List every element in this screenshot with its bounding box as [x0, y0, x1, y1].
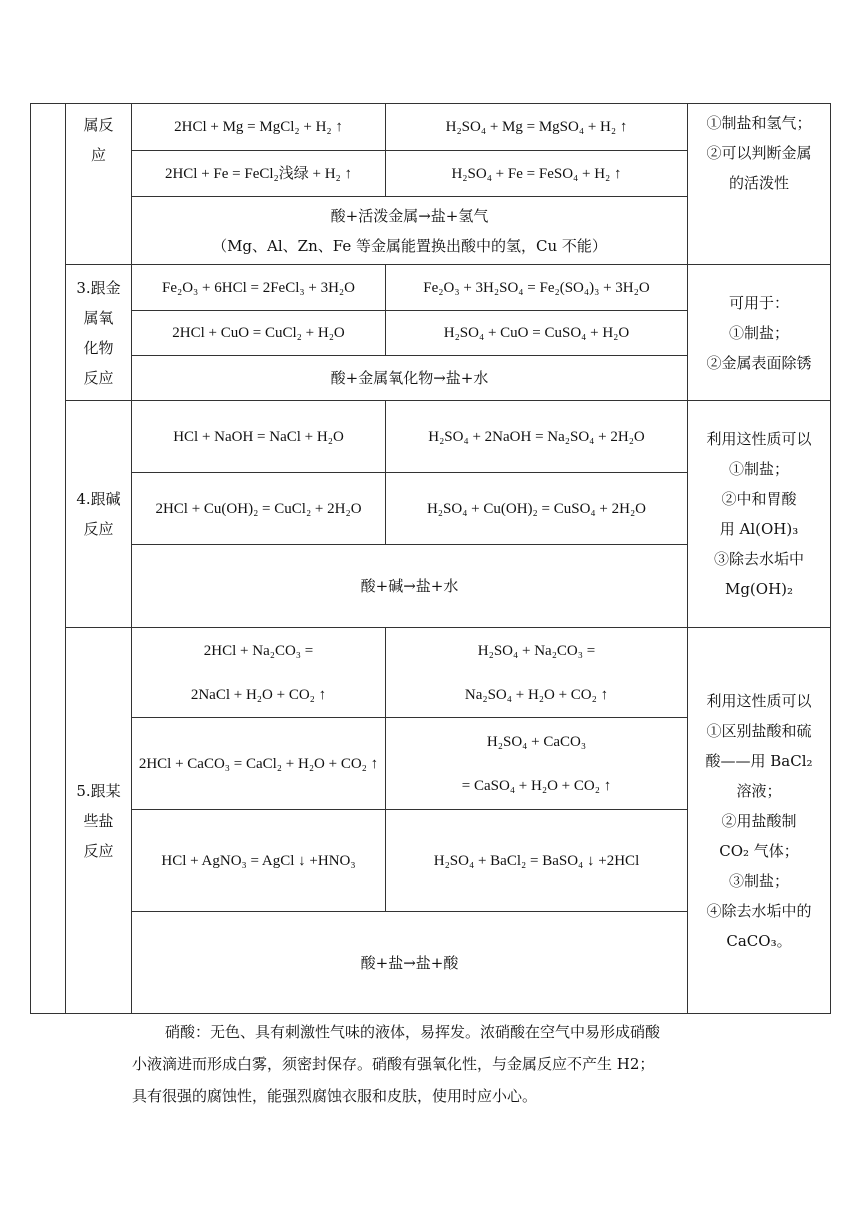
left-margin-cell — [31, 104, 66, 1014]
h2so4-equation: H₂SO₄ + Cu(OH)₂ = CuSO₄ + 2H₂O — [386, 473, 688, 545]
hcl-equation: HCl + AgNO₃ = AgCl ↓ +HNO₃ — [132, 810, 386, 912]
hcl-equation: 2HCl + Cu(OH)₂ = CuCl₂ + 2H₂O — [132, 473, 386, 545]
acid-properties-table — [30, 103, 831, 1014]
category-cell-base: 4.跟碱 反应 — [66, 401, 132, 628]
h2so4-equation: H₂SO₄ + 2NaOH = Na₂SO₄ + 2H₂O — [386, 401, 688, 473]
hcl-equation: 2HCl + Na₂CO₃ = 2NaCl + H₂O + CO₂ ↑ — [132, 628, 386, 718]
h2so4-equation: Fe₂O₃ + 3H₂SO₄ = Fe₂(SO₄)₃ + 3H₂O — [386, 265, 688, 311]
hcl-equation: 2HCl + Fe = FeCl₂浅绿 + H₂ ↑ — [132, 151, 386, 197]
usage-note-oxide: 可用于： ①制盐； ②金属表面除锈 — [688, 265, 831, 401]
table-row — [31, 104, 831, 151]
hcl-equation: HCl + NaOH = NaCl + H₂O — [132, 401, 386, 473]
hcl-equation: 2HCl + Mg = MgCl₂ + H₂ ↑ — [132, 104, 386, 151]
summary-cell: 酸+盐→盐+酸 — [132, 912, 688, 1014]
summary-cell: 酸+金属氧化物→盐+水 — [132, 356, 688, 401]
nitric-acid-line-1: 硝酸：无色、具有刺激性气味的液体，易挥发。浓硝酸在空气中易形成硝酸 — [165, 1023, 661, 1041]
nitric-acid-line-2: 小液滴进而形成白雾，须密封保存。硝酸有强氧化性，与金属反应不产生 H2； — [132, 1055, 655, 1073]
summary-cell: 酸+碱→盐+水 — [132, 545, 688, 628]
usage-note-base: 利用这性质可以 ①制盐； ②中和胃酸 用 Al(OH)₃ ③除去水垢中 Mg(OH)₂ — [688, 401, 831, 628]
h2so4-equation: H₂SO₄ + Mg = MgSO₄ + H₂ ↑ — [386, 104, 688, 151]
usage-note-salt: 利用这性质可以 ①区别盐酸和硫 酸——用 BaCl₂ 溶液； ②用盐酸制 CO₂ 气体； ③制盐； ④除去水垢中的 CaCO₃。 — [688, 628, 831, 1014]
h2so4-equation: H₂SO₄ + Na₂CO₃ = Na₂SO₄ + H₂O + CO₂ ↑ — [386, 628, 688, 718]
nitric-acid-line-3: 具有很强的腐蚀性，能强烈腐蚀衣服和皮肤，使用时应小心。 — [132, 1087, 538, 1105]
category-cell-metal: 属反 应 — [66, 104, 132, 265]
table-row — [31, 401, 831, 473]
category-cell-oxide: 3.跟金 属氧 化物 反应 — [66, 265, 132, 401]
summary-cell: 酸+活泼金属→盐+氢气 （Mg、Al、Zn、Fe 等金属能置换出酸中的氢，Cu 不能） — [132, 197, 688, 265]
hcl-equation: 2HCl + CuO = CuCl₂ + H₂O — [132, 311, 386, 356]
h2so4-equation: H₂SO₄ + CuO = CuSO₄ + H₂O — [386, 311, 688, 356]
table-row — [31, 265, 831, 311]
h2so4-equation: H₂SO₄ + BaCl₂ = BaSO₄ ↓ +2HCl — [386, 810, 688, 912]
hcl-equation: Fe₂O₃ + 6HCl = 2FeCl₃ + 3H₂O — [132, 265, 386, 311]
category-cell-salt: 5.跟某 些盐 反应 — [66, 628, 132, 1014]
usage-note-metal: ①制盐和氢气； ②可以判断金属 的活泼性 — [688, 104, 831, 265]
hcl-equation: 2HCl + CaCO₃ = CaCl₂ + H₂O + CO₂ ↑ — [132, 718, 386, 810]
h2so4-equation: H₂SO₄ + CaCO₃ = CaSO₄ + H₂O + CO₂ ↑ — [386, 718, 688, 810]
table-row — [31, 628, 831, 718]
h2so4-equation: H₂SO₄ + Fe = FeSO₄ + H₂ ↑ — [386, 151, 688, 197]
